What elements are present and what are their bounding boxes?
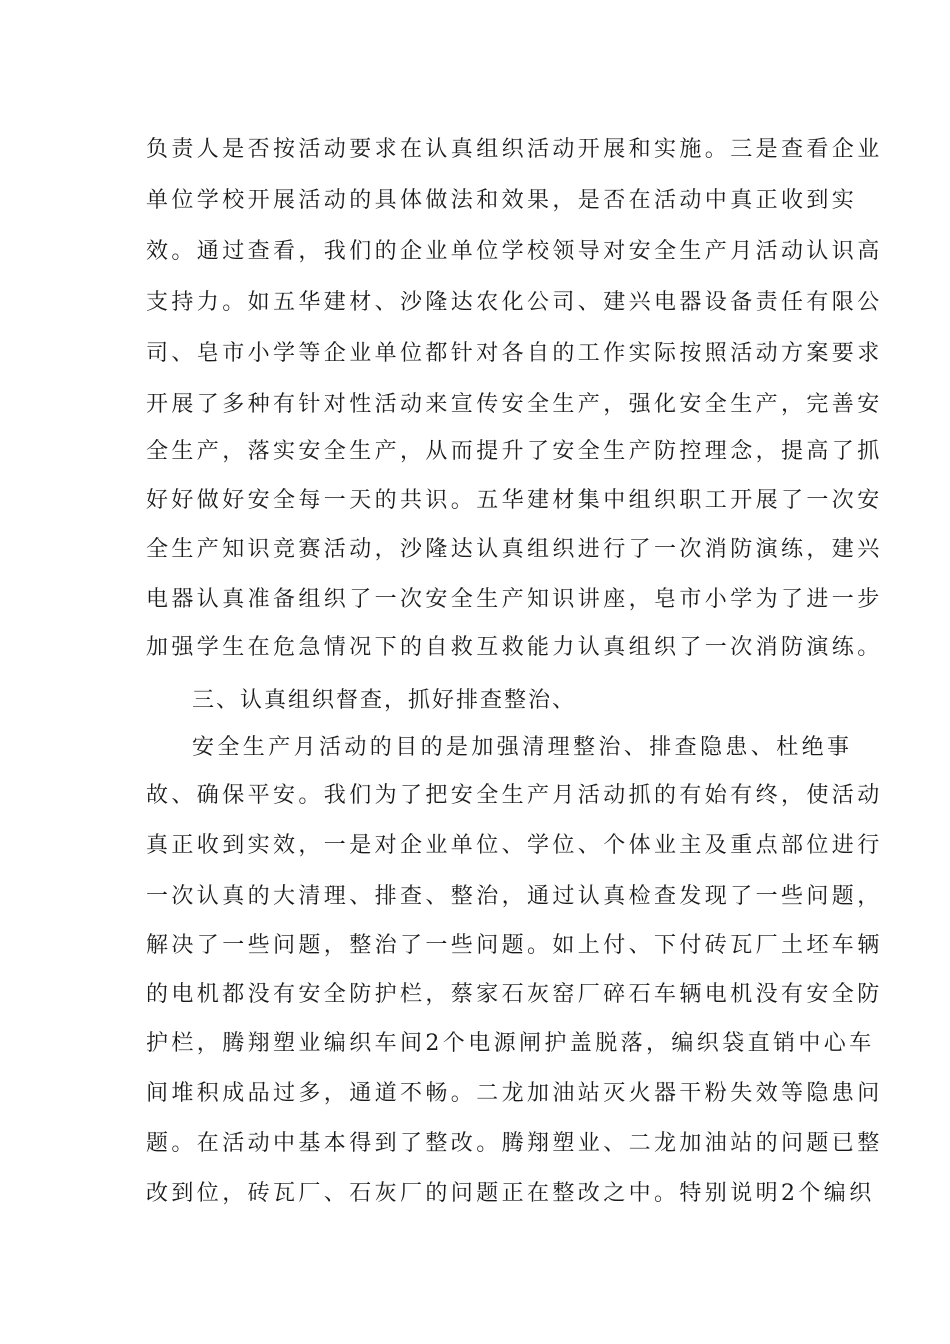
text-line: 一次认真的大清理、排查、整治，通过认真检查发现了一些问题， [146, 884, 883, 909]
text-line: 改到位，砖瓦厂、石灰厂的问题正在整改之中。特别说明2个编织 [146, 1181, 875, 1206]
text-line: 题。在活动中基本得到了整改。腾翔塑业、二龙加油站的问题已整 [146, 1131, 883, 1156]
text-line: 司、皂市小学等企业单位都针对各自的工作实际按照活动方案要求 [146, 341, 883, 366]
text-line: 电器认真准备组织了一次安全生产知识讲座，皂市小学为了进一步 [146, 587, 883, 612]
text-line: 效。通过查看，我们的企业单位学校领导对安全生产月活动认识高 [146, 239, 883, 264]
text-line: 真正收到实效，一是对企业单位、学位、个体业主及重点部位进行 [146, 833, 883, 858]
text-line: 解决了一些问题，整治了一些问题。如上付、下付砖瓦厂土坯车辆 [146, 933, 883, 958]
text-line: 全生产知识竞赛活动，沙隆达认真组织进行了一次消防演练，建兴 [146, 537, 883, 562]
text-line: 开展了多种有针对性活动来宣传安全生产，强化安全生产，完善安 [146, 392, 883, 417]
text-line: 加强学生在危急情况下的自救互救能力认真组织了一次消防演练。 [146, 635, 883, 660]
text-line: 好好做好安全每一天的共识。五华建材集中组织职工开展了一次安 [146, 488, 883, 513]
text-line: 故、确保平安。我们为了把安全生产月活动抓的有始有终，使活动 [146, 783, 883, 808]
section-heading: 三、认真组织督查，抓好排查整治、 [192, 688, 577, 713]
text-line: 间堆积成品过多，通道不畅。二龙加油站灭火器干粉失效等隐患问 [146, 1081, 883, 1106]
text-line: 护栏，腾翔塑业编织车间2个电源闸护盖脱落，编织袋直销中心车 [146, 1031, 875, 1056]
text-line: 的电机都没有安全防护栏，蔡家石灰窑厂碎石车辆电机没有安全防 [146, 982, 883, 1007]
paragraph-first-line: 安全生产月活动的目的是加强清理整治、排查隐患、杜绝事 [192, 735, 853, 760]
text-line: 支持力。如五华建材、沙隆达农化公司、建兴电器设备责任有限公 [146, 290, 883, 315]
text-line: 单位学校开展活动的具体做法和效果，是否在活动中真正收到实 [146, 188, 858, 213]
text-line: 负责人是否按活动要求在认真组织活动开展和实施。三是查看企业 [146, 137, 883, 162]
text-line: 全生产，落实安全生产，从而提升了安全生产防控理念，提高了抓 [146, 439, 883, 464]
